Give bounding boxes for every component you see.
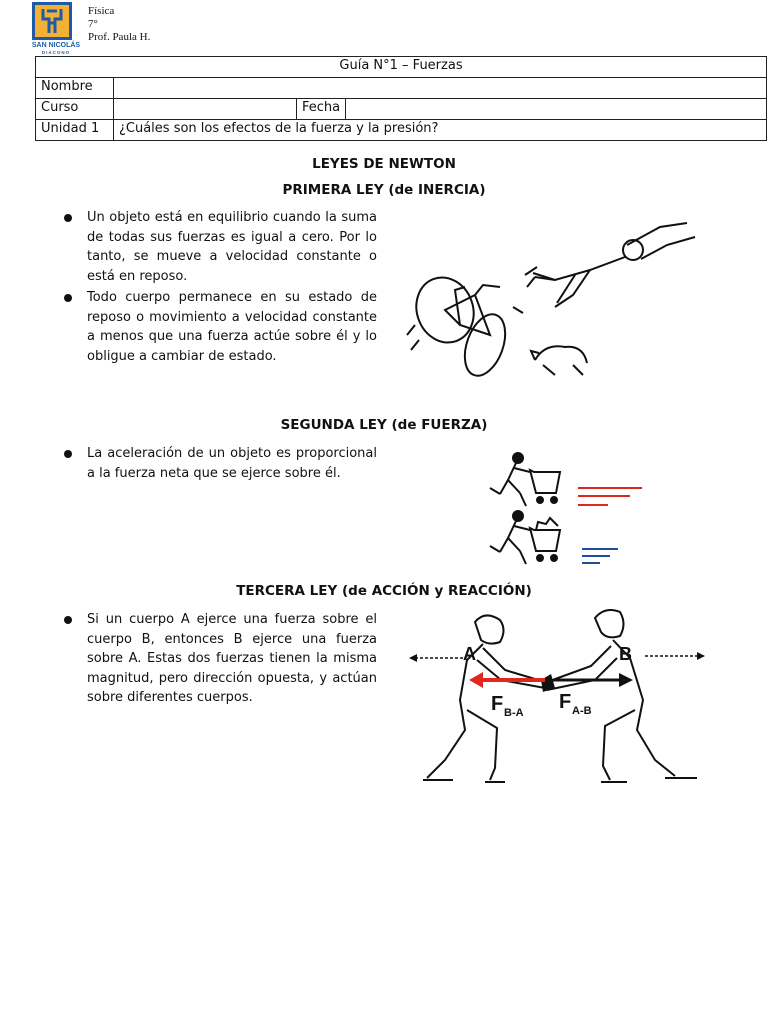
- student-info-table: [35, 56, 767, 141]
- force-ab-main-label: F: [559, 691, 572, 713]
- second-law-title: SEGUNDA LEY: [280, 417, 387, 433]
- logo-emblem: [32, 2, 72, 40]
- bullet-icon: [64, 294, 72, 302]
- body-b-label: B: [619, 644, 632, 664]
- first-law-bullet-1: Un objeto está en equilibrio cuando la suma de todas sus fuerzas es igual a cero. Por lo tanto, se mueve a velocidad constante o está en reposo.: [87, 210, 377, 284]
- unit-question: ¿Cuáles son los efectos de la fuerza y la presión?: [114, 120, 767, 141]
- name-label: Nombre: [36, 78, 114, 99]
- unit-label: Unidad 1: [36, 120, 114, 141]
- subject-label: Física: [88, 5, 115, 17]
- course-field[interactable]: [114, 99, 297, 120]
- force-ab-sub-label: A-B: [572, 705, 592, 717]
- action-reaction-skaters-illustration: [405, 600, 710, 800]
- first-law-suffix: (de INERCIA): [388, 182, 486, 198]
- guide-title: Guía N°1 – Fuerzas: [36, 57, 767, 78]
- third-law-heading: [0, 583, 768, 599]
- date-field[interactable]: [346, 99, 767, 120]
- second-law-bullet-1: La aceleración de un objeto es proporcional a la fuerza neta que se ejerce sobre él.: [87, 446, 377, 481]
- logo-figure-icon: [35, 5, 69, 37]
- teacher-label: Prof. Paula H.: [88, 31, 151, 43]
- third-law-bullet-1: Si un cuerpo A ejerce una fuerza sobre el cuerpo B, entonces B ejerce una fuerza sobre A. Estas dos fuerzas tienen la misma magnitud, pero dirección opuesta, y actúan sobre diferentes cuerpos.: [87, 612, 377, 705]
- date-label: Fecha: [297, 99, 346, 120]
- bullet-icon: [64, 616, 72, 624]
- name-field[interactable]: [114, 78, 767, 99]
- force-ba-sub-label: B-A: [504, 707, 524, 719]
- second-law-heading: [0, 417, 768, 433]
- inertia-bicycle-illustration: [405, 215, 705, 380]
- third-law-suffix: (de ACCIÓN y REACCIÓN): [342, 583, 532, 599]
- bullet-icon: [64, 214, 72, 222]
- second-law-suffix: (de FUERZA): [391, 417, 488, 433]
- third-law-title: TERCERA LEY: [236, 583, 338, 599]
- course-label: Curso: [36, 99, 114, 120]
- first-law-heading: [0, 182, 768, 198]
- first-law-title: PRIMERA LEY: [282, 182, 384, 198]
- main-title: LEYES DE NEWTON: [312, 156, 456, 172]
- bullet-icon: [64, 450, 72, 458]
- first-law-bullet-2: Todo cuerpo permanece en su estado de reposo o movimiento a velocidad constante a menos que una fuerza actúe sobre él y lo obligue a cambiar de estado.: [87, 290, 377, 364]
- force-ba-main-label: F: [491, 693, 504, 715]
- grade-label: 7°: [88, 18, 98, 30]
- body-a-label: A: [463, 644, 476, 664]
- school-logo: [26, 2, 86, 58]
- force-cart-illustration: [470, 448, 655, 573]
- logo-name: SAN NICOLÁS: [31, 42, 81, 49]
- logo-subtitle: DIACONO: [41, 50, 71, 55]
